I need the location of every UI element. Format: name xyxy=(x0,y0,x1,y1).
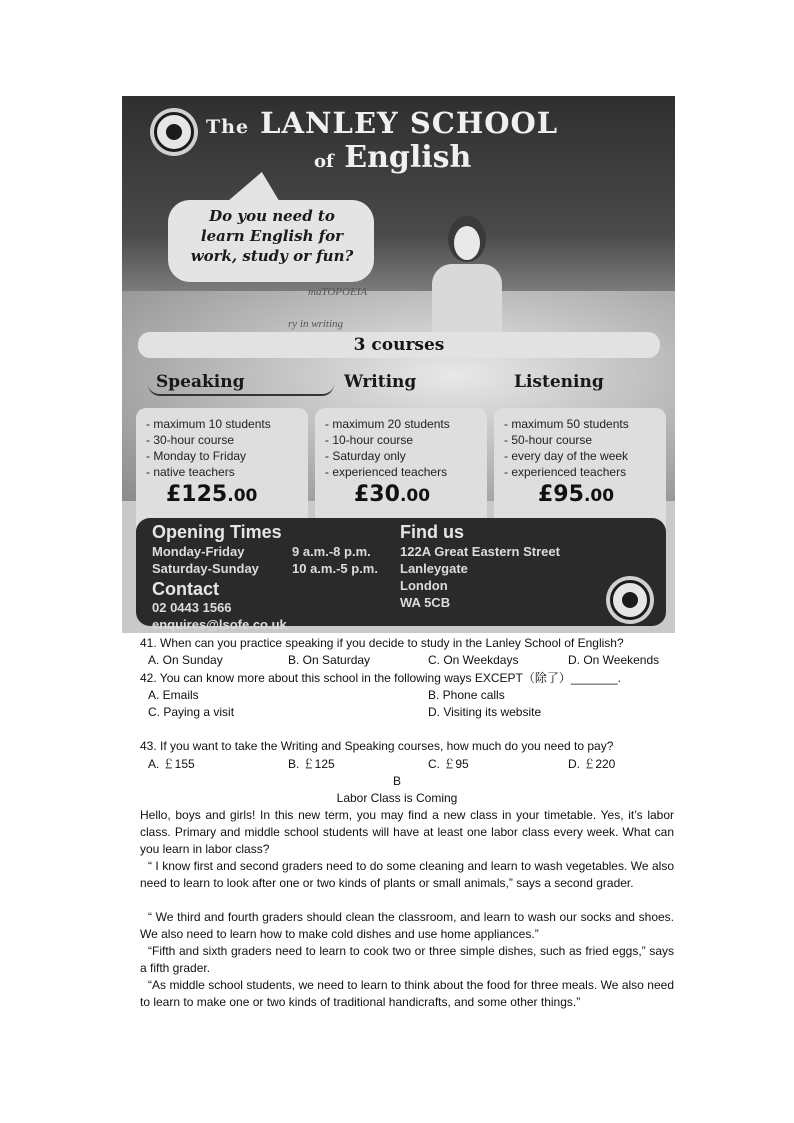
find-us-heading: Find us xyxy=(400,522,464,542)
option-43-a: A. ￡155 xyxy=(148,757,195,771)
course-feature: - 30-hour course xyxy=(146,433,235,447)
course-feature: - experienced teachers xyxy=(325,465,448,479)
course-feature: - maximum 20 students xyxy=(325,417,450,431)
opening-days: Monday-Friday xyxy=(152,544,245,559)
ad-title-line1: The LANLEY SCHOOL xyxy=(206,106,559,140)
option-42-d: D. Visiting its website xyxy=(428,705,542,719)
ad-title-line2: of English xyxy=(314,140,472,175)
course-name-writing: Writing xyxy=(344,372,417,392)
price-listening: £95.00 xyxy=(538,482,615,507)
price-writing: £30.00 xyxy=(354,482,431,507)
option-42-a: A. Emails xyxy=(148,688,199,702)
opening-hours: 10 a.m.-5 p.m. xyxy=(292,561,378,576)
address-line: WA 5CB xyxy=(400,595,451,610)
course-feature: - maximum 10 students xyxy=(146,417,271,431)
courses-heading-band: 3 courses xyxy=(138,332,660,358)
question-41: 41. When can you practice speaking if you decide to study in the Lanley School of English? xyxy=(140,636,624,650)
address-line: 122A Great Eastern Street xyxy=(400,544,560,559)
question-42: 42. You can know more about this school in the following ways EXCEPT（除了）_______. xyxy=(140,671,621,685)
contact-email: enquires@lsofe.co.uk xyxy=(152,617,287,632)
price-speaking: £125.00 xyxy=(166,482,258,507)
course-feature: - Saturday only xyxy=(325,449,406,463)
course-feature: - every day of the week xyxy=(504,449,629,463)
option-42-b: B. Phone calls xyxy=(428,688,505,702)
passage-paragraph: “As middle school students, we need to learn to think about the food for three meals. We also need to learn to make one or two kinds of traditional handicrafts, and some other things.” xyxy=(140,978,674,1009)
course-box-listening xyxy=(494,408,666,528)
course-feature: - 10-hour course xyxy=(325,433,414,447)
option-42-c: C. Paying a visit xyxy=(148,705,235,719)
info-panel xyxy=(136,518,666,632)
option-41-c: C. On Weekdays xyxy=(428,653,519,667)
speech-bubble-text: Do you need to learn English for work, study or fun? xyxy=(190,207,354,265)
course-name-listening: Listening xyxy=(514,372,604,392)
section-title: Labor Class is Coming xyxy=(336,791,458,805)
course-underline xyxy=(148,384,334,396)
contact-phone: 02 0443 1566 xyxy=(152,600,232,615)
address-line: Lanleygate xyxy=(400,561,468,576)
course-name-speaking: Speaking xyxy=(156,372,245,392)
passage-paragraph: “Fifth and sixth graders need to learn to cook two or three simple dishes, such as fried eggs,” says a fifth grader. xyxy=(140,944,674,975)
course-feature: - 50-hour course xyxy=(504,433,593,447)
course-feature: - Monday to Friday xyxy=(146,449,247,463)
opening-hours: 9 a.m.-8 p.m. xyxy=(292,544,371,559)
option-43-b: B. ￡125 xyxy=(288,757,335,771)
question-43: 43. If you want to take the Writing and Speaking courses, how much do you need to pay? xyxy=(140,739,614,753)
passage-paragraph: Hello, boys and girls! In this new term, you may find a new class in your timetable. Yes, it’s labor class. Primary and middle school students will have at least one labor class every week. What can you learn in labor class? xyxy=(140,808,674,856)
passage-paragraph: “ We third and fourth graders should clean the classroom, and learn to wash our socks and shoes. We also need to learn how to make cold dishes and use home appliances.” xyxy=(140,910,674,941)
option-41-a: A. On Sunday xyxy=(148,653,223,667)
course-feature: - native teachers xyxy=(146,465,235,479)
passage-paragraph: “ I know first and second graders need to do some cleaning and learn to wash vegetables. We also need to learn to look after one or two kinds of plants or small animals,” says a second grader. xyxy=(140,859,674,890)
opening-days: Saturday-Sunday xyxy=(152,561,259,576)
course-box-speaking xyxy=(136,408,308,528)
option-41-d: D. On Weekends xyxy=(568,653,660,667)
school-logo-icon xyxy=(610,580,650,620)
board-scribble: maTOPOEIA xyxy=(308,286,368,298)
option-43-c: C. ￡95 xyxy=(428,757,469,771)
teacher-figure xyxy=(422,216,512,336)
board-scribble: ry in writing xyxy=(288,318,344,330)
course-feature: - maximum 50 students xyxy=(504,417,629,431)
course-box-writing xyxy=(315,408,487,528)
course-feature: - experienced teachers xyxy=(504,465,627,479)
section-letter: B xyxy=(392,774,401,788)
option-43-d: D. ￡220 xyxy=(568,757,616,771)
address-line: London xyxy=(400,578,448,593)
opening-times-heading: Opening Times xyxy=(152,522,282,542)
school-advertisement xyxy=(122,96,675,633)
option-41-b: B. On Saturday xyxy=(288,653,371,667)
school-logo-icon xyxy=(154,112,194,152)
contact-heading: Contact xyxy=(152,579,219,599)
